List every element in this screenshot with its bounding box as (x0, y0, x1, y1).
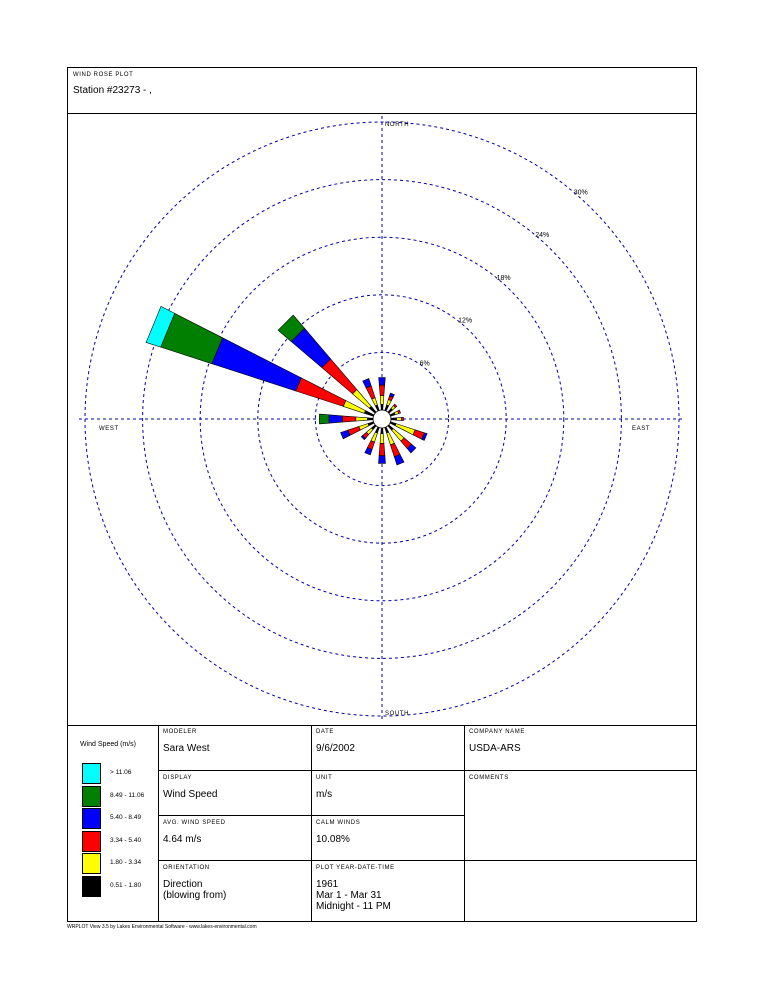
legend-swatch (82, 808, 101, 829)
wind-rose-chart (68, 113, 696, 725)
legend-swatch (82, 831, 101, 852)
orientation-value: Direction (blowing from) (163, 879, 227, 901)
avg-speed-label: AVG. WIND SPEED (163, 820, 226, 826)
petal-se-bin1 (392, 429, 405, 442)
legend-label: 8.49 - 11.06 (110, 791, 145, 799)
compass-label-north: NORTH (385, 122, 410, 128)
petal-wnw-bin1 (343, 401, 365, 414)
petal-wnw-bin2 (296, 378, 346, 407)
legend-label: 0.51 - 1.80 (110, 881, 142, 889)
petal-ese-bin0 (390, 422, 396, 426)
petal-wsw-bin0 (368, 422, 374, 426)
ring-label: 18% (496, 274, 511, 282)
legend-swatch (82, 876, 101, 897)
petal-ssw-bin0 (375, 427, 379, 433)
date-cell (312, 725, 464, 770)
legend-panel (68, 725, 158, 922)
petal-s-bin1 (380, 434, 384, 444)
legend-label: > 11.06 (110, 769, 132, 776)
period-cell (312, 861, 464, 922)
legend-swatch (82, 763, 101, 784)
legend-swatch (82, 786, 101, 807)
ring-label: 24% (535, 232, 550, 240)
legend-swatch (82, 853, 101, 874)
petal-nnw-bin3 (363, 379, 372, 388)
period-value: 1961 Mar 1 - Mar 31 Midnight - 11 PM (316, 879, 391, 912)
petal-n-bin1 (380, 396, 384, 405)
petal-nne-bin0 (385, 405, 389, 411)
legend-label: 5.40 - 8.49 (110, 814, 142, 821)
avg-speed-cell (159, 816, 311, 860)
petal-nnw-bin0 (375, 405, 379, 411)
modeler-value: Sara West (163, 743, 210, 754)
company-cell (465, 725, 696, 770)
orientation-cell (159, 861, 311, 922)
company-label: COMPANY NAME (469, 729, 525, 735)
petal-e-bin0 (391, 418, 397, 420)
petal-wnw-bin3 (212, 338, 301, 391)
comments-cell (465, 771, 696, 860)
petal-w-bin1 (356, 417, 368, 421)
modeler-cell (159, 725, 311, 770)
petal-w-bin0 (367, 418, 373, 420)
compass-label-south: SOUTH (385, 711, 409, 717)
petal-s-bin2 (379, 443, 385, 455)
date-value: 9/6/2002 (316, 743, 355, 754)
petal-wsw-bin3 (341, 430, 350, 439)
plot-type-label: WIND ROSE PLOT (73, 72, 134, 78)
petal-s-bin3 (379, 456, 386, 464)
display-value: Wind Speed (163, 789, 218, 800)
calm-winds-cell (312, 816, 464, 860)
wind-rose-plot-area (68, 113, 696, 726)
petal-n-bin2 (379, 385, 384, 396)
unit-cell (312, 771, 464, 815)
report-header (68, 68, 696, 114)
petal-sse-bin3 (394, 454, 404, 465)
orientation-label: ORIENTATION (163, 865, 210, 871)
petal-e-bin2 (402, 417, 404, 420)
calm-winds-label: CALM WINDS (316, 820, 361, 826)
unit-label: UNIT (316, 775, 333, 781)
petal-wnw-bin0 (364, 411, 374, 417)
date-label: DATE (316, 729, 334, 735)
ring-label: 12% (458, 317, 473, 325)
petal-w-bin3 (329, 415, 342, 423)
petal-w-bin2 (342, 416, 355, 422)
petal-ssw-bin1 (371, 432, 378, 442)
display-label: DISPLAY (163, 775, 193, 781)
software-credit: WRPLOT View 3.5 by Lakes Environmental Software - www.lakes-environmental.com (67, 924, 257, 930)
compass-label-west: WEST (99, 426, 119, 432)
petal-sse-bin0 (385, 427, 389, 433)
petal-wsw-bin1 (359, 424, 369, 431)
compass-label-east: EAST (632, 426, 651, 432)
petal-s-bin0 (381, 428, 383, 434)
comments-label: COMMENTS (469, 775, 509, 781)
petal-sse-bin1 (387, 432, 395, 445)
modeler-label: MODELER (163, 729, 197, 735)
petal-e-bin1 (397, 418, 402, 421)
calm-circle (373, 410, 391, 428)
legend-label: 1.80 - 3.34 (110, 859, 142, 866)
ring-label: 30% (573, 189, 588, 197)
petal-nw-bin2 (322, 359, 357, 394)
wind-rose-report (67, 67, 697, 922)
station-title: Station #23273 - , (73, 85, 152, 96)
petal-n-bin0 (381, 404, 383, 410)
petal-w-bin4 (319, 414, 329, 424)
petal-n-bin3 (379, 378, 386, 386)
unit-value: m/s (316, 789, 333, 800)
ring-label: 6% (419, 360, 430, 368)
avg-speed-value: 4.64 m/s (163, 834, 202, 845)
legend-label: 3.34 - 5.40 (110, 836, 142, 844)
company-value: USDA-ARS (469, 743, 521, 754)
display-cell (159, 771, 311, 815)
period-label: PLOT YEAR-DATE-TIME (316, 865, 395, 871)
calm-winds-value: 10.08% (316, 834, 350, 845)
petal-nnw-bin2 (366, 386, 375, 399)
legend-title: Wind Speed (m/s) (80, 741, 137, 748)
